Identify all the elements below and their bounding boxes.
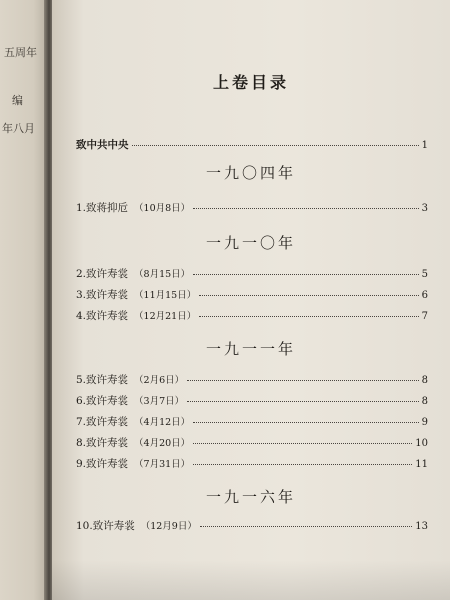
page-title: 上卷目录 — [212, 73, 289, 92]
leader-dots — [193, 414, 418, 423]
toc-entry — [76, 372, 428, 387]
toc-entry — [76, 266, 428, 281]
toc-entry-label: 致许寿裳 — [86, 289, 129, 301]
toc-entry — [76, 435, 428, 450]
toc-entry — [76, 414, 428, 429]
toc-entry-page: 13 — [415, 521, 428, 532]
toc-entry-number: 2. — [76, 268, 87, 280]
toc-entry-number: 9. — [76, 458, 87, 470]
toc-entry-date: （2月6日） — [134, 375, 185, 386]
toc-entry-date: （4月20日） — [134, 438, 191, 449]
year-heading: 一九一一年 — [205, 340, 296, 358]
toc-entry-date: （4月12日） — [134, 417, 191, 428]
leader-dots — [193, 435, 412, 444]
toc-entry — [76, 200, 428, 215]
toc-entry-label: 致中共中央 — [76, 139, 129, 151]
toc-entry-label: 致蒋抑卮 — [86, 202, 129, 214]
toc-entry-label: 致许寿裳 — [86, 416, 129, 428]
previous-page-fragment: 五周年 — [4, 46, 37, 59]
leader-dots — [200, 518, 412, 527]
toc-entry-number: 8. — [76, 437, 87, 449]
year-heading: 一九一六年 — [205, 488, 296, 506]
toc-entry-number: 1. — [76, 202, 87, 214]
toc-entry-date: （12月21日） — [134, 311, 197, 322]
leader-dots — [187, 393, 419, 402]
toc-entry — [76, 456, 428, 471]
toc-entry-page: 8 — [421, 396, 428, 407]
previous-page-fragment: 编 — [12, 94, 23, 107]
leader-dots — [187, 372, 419, 381]
toc-entry-page: 11 — [415, 459, 428, 470]
toc-entry-page: 8 — [421, 375, 428, 386]
leader-dots — [193, 266, 418, 275]
toc-entry-label: 致许寿裳 — [86, 395, 129, 407]
page-shadow — [52, 560, 450, 600]
toc-entry-number: 3. — [76, 289, 87, 301]
toc-entry-number: 4. — [76, 310, 87, 322]
toc-entry-page: 3 — [421, 203, 428, 214]
toc-entry-number: 6. — [76, 395, 87, 407]
year-heading: 一九〇四年 — [205, 164, 296, 182]
previous-page-fragment: 年八月 — [2, 122, 35, 135]
toc-entry — [76, 518, 428, 533]
contents-page — [52, 0, 450, 600]
toc-entry-date: （3月7日） — [134, 396, 185, 407]
toc-entry — [76, 308, 428, 323]
toc-entry-number: 5. — [76, 374, 87, 386]
previous-page-edge — [0, 0, 48, 600]
toc-entry-page: 10 — [415, 438, 428, 449]
toc-entry-date: （12月9日） — [140, 521, 197, 532]
leader-dots — [199, 287, 418, 296]
toc-entry-page: 5 — [421, 269, 428, 280]
toc-entry-number: 10. — [76, 520, 93, 532]
leader-dots — [193, 456, 412, 465]
toc-entry-label: 致许寿裳 — [86, 310, 129, 322]
toc-entry-label: 致许寿裳 — [86, 437, 129, 449]
toc-entry-page: 1 — [421, 140, 428, 151]
toc-entry-date: （11月15日） — [134, 290, 197, 301]
toc-entry-number: 7. — [76, 416, 87, 428]
leader-dots — [132, 137, 419, 146]
toc-entry-label: 致许寿裳 — [92, 520, 135, 532]
toc-entry-date: （10月8日） — [134, 203, 191, 214]
toc-entry-label: 致许寿裳 — [86, 374, 129, 386]
toc-entry-label: 致许寿裳 — [86, 268, 129, 280]
toc-entry-page: 9 — [421, 417, 428, 428]
toc-entry-date: （8月15日） — [134, 269, 191, 280]
toc-entry — [76, 287, 428, 302]
toc-entry — [76, 393, 428, 408]
toc-entry-date: （7月31日） — [134, 459, 191, 470]
toc-entry-page: 7 — [421, 311, 428, 322]
toc-entry — [76, 137, 428, 152]
leader-dots — [199, 308, 418, 317]
leader-dots — [193, 200, 418, 209]
toc-entry-page: 6 — [421, 290, 428, 301]
toc-entry-label: 致许寿裳 — [86, 458, 129, 470]
year-heading: 一九一〇年 — [205, 234, 296, 252]
